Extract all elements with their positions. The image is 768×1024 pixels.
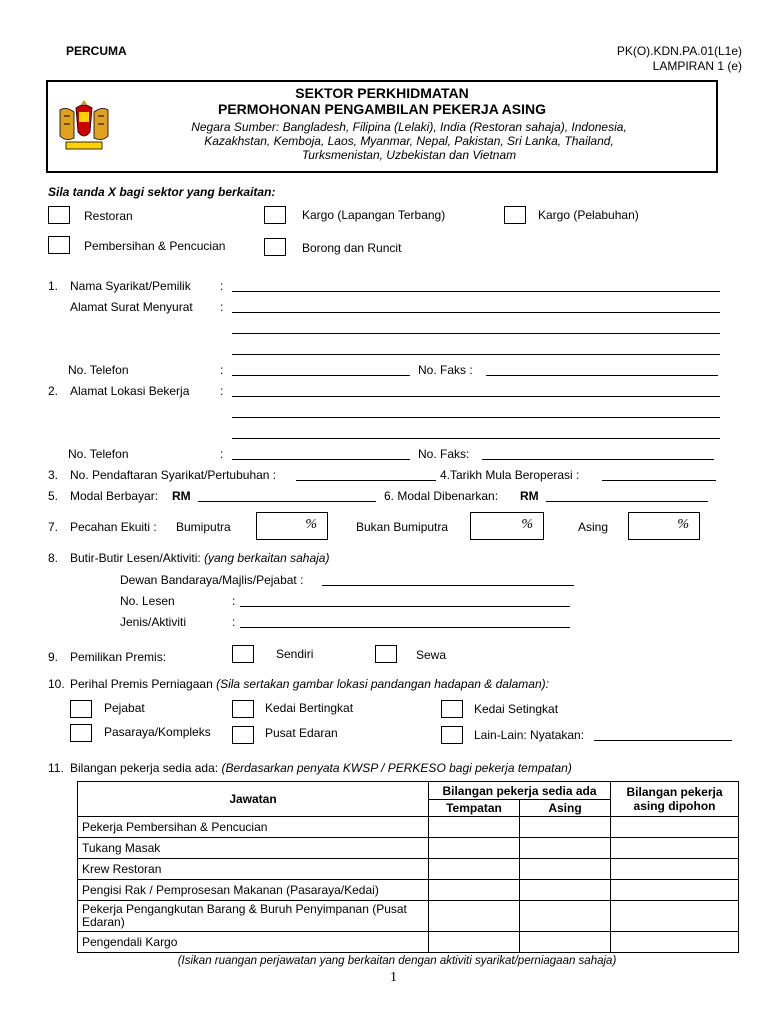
license-title: Butir-Butir Lesen/Aktiviti: [70,551,201,565]
table-row [78,932,739,953]
label-pembersihan: Pembersihan & Pencucian [84,239,226,253]
label-equity: Pecahan Ekuiti : [70,520,157,534]
input-start-date[interactable] [602,480,716,481]
item-number-7: 7. [48,520,59,534]
input-bumiputra-pct[interactable] [256,512,328,540]
label-premise-ownership: Pemilikan Premis: [70,650,167,664]
checkbox-own[interactable] [232,645,254,663]
input-mail-address-1[interactable] [232,312,720,313]
input-phone-2[interactable] [232,459,410,460]
checkbox-kargo-airport[interactable] [264,206,286,224]
source-countries-1: Negara Sumber: Bangladesh, Filipina (Lelaki), India (Restoran sahaja), Indonesia, [191,120,627,134]
input-registration[interactable] [296,480,436,481]
currency-rm: RM [172,489,191,503]
label-council: Dewan Bandaraya/Majlis/Pejabat : [120,573,304,587]
input-fax-2[interactable] [482,459,714,460]
label-activity-type: Jenis/Aktiviti [120,615,187,629]
input-work-location-1[interactable] [232,396,720,397]
attachment-label: LAMPIRAN 1 (e) [652,59,742,73]
checkbox-kedai-bertingkat[interactable] [232,700,254,718]
item-number-3: 3. [48,468,59,482]
header-jawatan: Jawatan [78,782,429,817]
label-work-location: Alamat Lokasi Bekerja [70,384,190,398]
label-mail-address: Alamat Surat Menyurat [70,300,193,314]
label-fax-2: No. Faks: [418,447,470,461]
item-number-11: 11. [48,761,64,775]
cell-tempatan[interactable] [429,838,520,859]
form-code: PK(O).KDN.PA.01(L1e) [616,44,742,58]
label-paid-capital: Modal Berbayar: [70,489,159,503]
label-borong: Borong dan Runcit [302,241,402,255]
item-number-5: 5. [48,489,59,503]
source-countries-2: Kazakhstan, Kemboja, Laos, Myanmar, Nepal, Pakistan, Sri Lanka, Thailand, [204,134,614,148]
cell-asing[interactable] [520,880,611,901]
label-rent: Sewa [416,648,447,662]
input-mail-address-3[interactable] [232,354,720,355]
table-row [78,859,739,880]
sector-instruction: Sila tanda X bagi sektor yang berkaitan: [48,185,276,199]
header-requested: Bilangan pekerja asing dipohon [611,782,739,817]
currency-rm: RM [520,489,539,503]
label-license [70,551,329,565]
input-lain-lain[interactable] [594,740,732,741]
employee-table [77,781,739,953]
input-mail-address-2[interactable] [232,333,720,334]
table-row [78,880,739,901]
label-bumiputra: Bumiputra [176,520,231,534]
item-number-9: 9. [48,650,59,664]
cell-requested[interactable] [611,838,739,859]
license-note: (yang berkaitan sahaja) [204,551,330,565]
cell-requested[interactable] [611,859,739,880]
table-row [78,817,739,838]
label-registration: No. Pendaftaran Syarikat/Pertubuhan : [70,468,277,482]
input-non-bumiputra-pct[interactable] [470,512,544,540]
input-paid-capital[interactable] [198,501,376,502]
item-number-8: 8. [48,551,59,565]
label-non-bumiputra: Bukan Bumiputra [356,520,449,534]
checkbox-rent[interactable] [375,645,397,663]
cell-tempatan[interactable] [429,880,520,901]
label-pasaraya: Pasaraya/Kompleks [104,725,211,739]
label-restoran: Restoran [84,209,133,223]
label-authorized-capital: 6. Modal Dibenarkan: [384,489,499,503]
item-number-10: 10. [48,677,65,691]
label-own: Sendiri [276,647,314,661]
input-foreign-pct[interactable] [628,512,700,540]
page-number: 1 [390,970,397,985]
cell-tempatan[interactable] [429,817,520,838]
checkbox-pejabat[interactable] [70,700,92,718]
job-title: Krew Restoran [78,859,429,880]
job-title: Pengendali Kargo [78,932,429,953]
checkbox-pembersihan[interactable] [48,236,70,254]
input-fax-1[interactable] [486,375,718,376]
label-fax-1: No. Faks : [418,363,473,377]
cell-asing[interactable] [520,901,611,932]
label-company-name: Nama Syarikat/Pemilik [70,279,191,293]
label-premise-type [70,677,549,691]
employee-count-title: Bilangan pekerja sedia ada: [70,761,219,775]
checkbox-pusat-edaran[interactable] [232,726,254,744]
label-license-no: No. Lesen [120,594,175,608]
input-council[interactable] [322,585,574,586]
cell-tempatan[interactable] [429,901,520,932]
label-kargo-port: Kargo (Pelabuhan) [538,208,639,222]
label-kedai-bertingkat: Kedai Bertingkat [265,701,354,715]
cell-requested[interactable] [611,901,739,932]
colon: : [220,300,224,314]
label-pusat-edaran: Pusat Edaran [265,726,338,740]
job-title: Pekerja Pengangkutan Barang & Buruh Penyimpanan (Pusat Edaran) [78,901,429,932]
table-row [78,901,739,932]
job-title: Pekerja Pembersihan & Pencucian [78,817,429,838]
checkbox-borong[interactable] [264,238,286,256]
cell-asing[interactable] [520,932,611,953]
cell-asing[interactable] [520,859,611,880]
checkbox-kargo-port[interactable] [504,206,526,224]
header-tempatan: Tempatan [429,800,520,817]
label-kargo-airport: Kargo (Lapangan Terbang) [302,208,446,222]
job-title: Tukang Masak [78,838,429,859]
cell-asing[interactable] [520,838,611,859]
header-existing: Bilangan pekerja sedia ada [429,782,611,800]
label-phone-2: No. Telefon [68,447,129,461]
input-activity-type[interactable] [240,627,570,628]
input-work-location-3[interactable] [232,438,720,439]
input-work-location-2[interactable] [232,417,720,418]
percent-sign: % [677,517,689,532]
employee-note: (Berdasarkan penyata KWSP / PERKESO bagi pekerja tempatan) [221,761,572,775]
cell-tempatan[interactable] [429,859,520,880]
checkbox-lain-lain[interactable] [441,726,463,744]
colon: : [232,615,236,629]
source-countries-3: Turksmenistan, Uzbekistan dan Vietnam [301,148,517,162]
colon: : [220,384,224,398]
label-start-date: 4.Tarikh Mula Beroperasi : [440,468,580,482]
table-row [78,838,739,859]
cell-requested[interactable] [611,817,739,838]
colon: : [220,279,224,293]
item-number-1: 1. [48,279,59,293]
colon: : [232,594,236,608]
colon: : [220,363,224,377]
premise-note: (Sila sertakan gambar lokasi pandangan hadapan & dalaman): [216,677,549,691]
checkbox-pasaraya[interactable] [70,724,92,742]
label-kedai-setingkat: Kedai Setingkat [474,702,559,716]
item-number-2: 2. [48,384,59,398]
cell-asing[interactable] [520,817,611,838]
input-company-name[interactable] [232,291,720,292]
cell-requested[interactable] [611,932,739,953]
label-phone-1: No. Telefon [68,363,129,377]
label-pejabat: Pejabat [104,701,145,715]
label-employee-count [70,761,572,775]
job-title: Pengisi Rak / Pemprosesan Makanan (Pasaraya/Kedai) [78,880,429,901]
form-title: PERMOHONAN PENGAMBILAN PEKERJA ASING [218,101,546,117]
colon: : [220,447,224,461]
header-asing: Asing [520,800,611,817]
input-license-no[interactable] [240,606,570,607]
checkbox-restoran[interactable] [48,206,70,224]
premise-type-title: Perihal Premis Perniagaan [70,677,213,691]
free-label: PERCUMA [66,44,127,58]
input-phone-1[interactable] [232,375,410,376]
cell-tempatan[interactable] [429,932,520,953]
label-foreign: Asing [578,520,609,534]
label-lain-lain: Lain-Lain: Nyatakan: [474,728,585,742]
percent-sign: % [305,517,317,532]
cell-requested[interactable] [611,880,739,901]
checkbox-kedai-setingkat[interactable] [441,700,463,718]
sector-title: SEKTOR PERKHIDMATAN [295,85,469,101]
input-authorized-capital[interactable] [546,501,708,502]
table-footnote: (Isikan ruangan perjawatan yang berkaitan dengan aktiviti syarikat/perniagaan sahaja) [177,955,617,967]
percent-sign: % [521,517,533,532]
